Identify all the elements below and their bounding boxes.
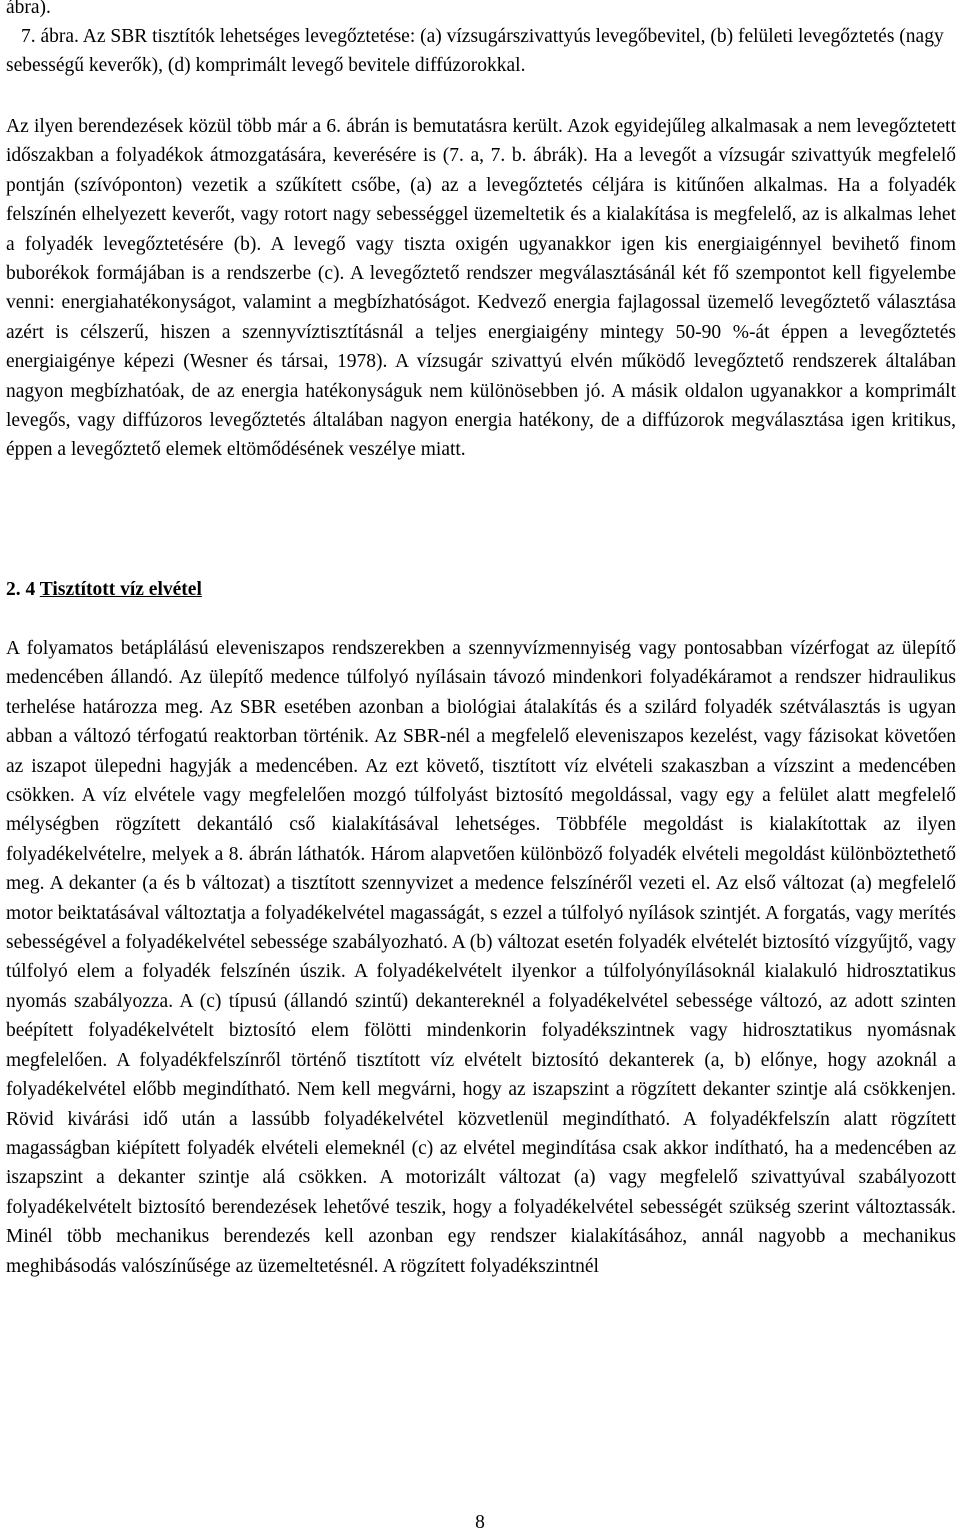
previous-fragment: ábra). (6, 0, 51, 18)
page-number: 8 (475, 1512, 485, 1533)
section-number: 2. 4 (6, 579, 36, 600)
paragraph-text: A folyamatos betáplálású eleveniszapos rendszerekben a szennyvízmennyiség vagy pontosabban vízérfogat az ülepítő medencében állandó. Az ülepítő medence túlfolyó nyílásain távozó mindenkori folyadékáramot a rendszer hidraulikus terhelése határozza meg. Az SBR esetében azonban a biológiai átalakítás és a szilárd folyadék szétválasztás is ugyan abban a változó térfogatú reaktorban történik. Az SBR-nél a megfelelő eleveniszapos kezelést, vagy fázisokat követően az iszapot ülepedni hagyják a medencében. Az ezt követő, tisztított víz elvételi szakaszban a vízszint a medencében csökken. A víz elvétele vagy megfelelően mozgó túlfolyást biztosító megoldással, vagy egy a felület alatt megfelelő mélységben rögzített dekantáló cső kialakításával lehetséges. Többféle megoldást is kialakítottak az ilyen folyadékelvételre, melyek a 8. ábrán láthatók. Három alapvetően különböző folyadék elvételi megoldást különböztethető meg. A dekanter (a és b változat) a tisztított szennyvizet a medence felszínéről vezeti el. Az első változat (a) megfelelő motor beiktatásával változtatja a folyadékelvétel magasságát, s ezzel a túlfolyó nyílások szintjét. A forgatás, vagy merítés sebességével a folyadékelvétel sebessége szabályozható. A (b) változat esetén folyadék elvételét biztosító vízgyűjtő, vagy túlfolyó elem a folyadék felszínén úszik. A folyadékelvételt ilyenkor a túlfolyónyílásoknál kialakuló hidrosztatikus nyomás szabályozza. A (c) típusú (állandó szintű) dekantereknél a folyadékelvétel sebessége változó, az adott szinten beépített folyadékelvételt biztosító elem fölötti mindenkorin folyadékszintnek vagy hidrosztatikus nyomásnak megfelelően. A folyadékfelszínről történő tisztított víz elvételt biztosító dekanterek (a, b) előnye, hogy azoknál a folyadékelvétel előbb megindítható. Nem kell megvárni, hogy az iszapszint a rögzített dekanter szintje alá csökkenjen. Rövid kivárási idő után a lassúbb folyadékelvétel közvetlenül megindítható. A folyadékfelszín alatt rögzített magasságban kiépített folyadék elvételi elemeknél (c) az elvétel megindítása csak akkor indítható, ha a medencében az iszapszint a dekanter szintje alá csökken. A motorizált változat (a) vagy megfelelő szivattyúval szabályozott folyadékelvételt biztosító berendezések lehetővé teszik, hogy a folyadékelvétel sebességét szükség szerint változtassák. Minél több mechanikus berendezés kell azonban egy rendszer kialakításához, annál nagyobb a mechanikus meghibásodás valószínűsége az üzemeltetésnél. A rögzített folyadékszintnél (6, 638, 956, 1277)
figure-caption (6, 22, 956, 81)
body-paragraph-aeration (6, 112, 956, 465)
figure-caption-text: Az SBR tisztítók lehetséges levegőztetése: (a) vízsugárszivattyús levegőbevitel, (b) felületi levegőztetés (nagy sebességű keverők), (d) komprimált levegő bevitele diffúzorokkal. (6, 26, 944, 77)
section-heading (6, 575, 202, 604)
section-title: Tisztított víz elvétel (39, 579, 202, 600)
body-paragraph-decanting (6, 634, 956, 1281)
paragraph-text: Az ilyen berendezések közül több már a 6. ábrán is bemutatásra került. Azok egyidejűleg alkalmasak a nem levegőztetett időszakban a folyadékok átmozgatására, keverésére is (7. a, 7. b. ábrák). Ha a levegőt a vízsugár szivattyúk megfelelő pontján (szívóponton) vezetik a szűkített csőbe, (a) az a levegőztetés céljára is kitűnően alkalmas. Ha a folyadék felszínén elhelyezett keverőt, vagy rotort nagy sebességgel üzemeltetik és a kialakítása is megfelelő, az is alkalmas lehet a folyadék levegőztetésére (b). A levegő vagy tiszta oxigén ugyanakkor igen kis energiaigénnyel bevihető finom buborékok formájában is a rendszerbe (c). A levegőztető rendszer megválasztásánál két fő szempontot kell figyelembe venni: energiahatékonyságot, valamint a megbízhatóságot. Kedvező energia fajlagossal üzemelő levegőztető választása azért is célszerű, hiszen a szennyvíztisztításnál a teljes energiaigény mintegy 50-90 %-át éppen a levegőztetés energiaigénye képezi (Wesner és társai, 1978). A vízsugár szivattyú elvén működő levegőztető rendszerek általában nagyon megbízhatóak, de az energia hatékonyságuk nem különösebben jó. A másik oldalon ugyanakkor a komprimált levegős, vagy diffúzoros levegőztetés általában nagyon energia hatékony, de a diffúzorok megválasztása igen kritikus, éppen a levegőztető elemek eltömődésének veszélye miatt. (6, 116, 956, 461)
figure-label: 7. ábra. (21, 26, 79, 47)
